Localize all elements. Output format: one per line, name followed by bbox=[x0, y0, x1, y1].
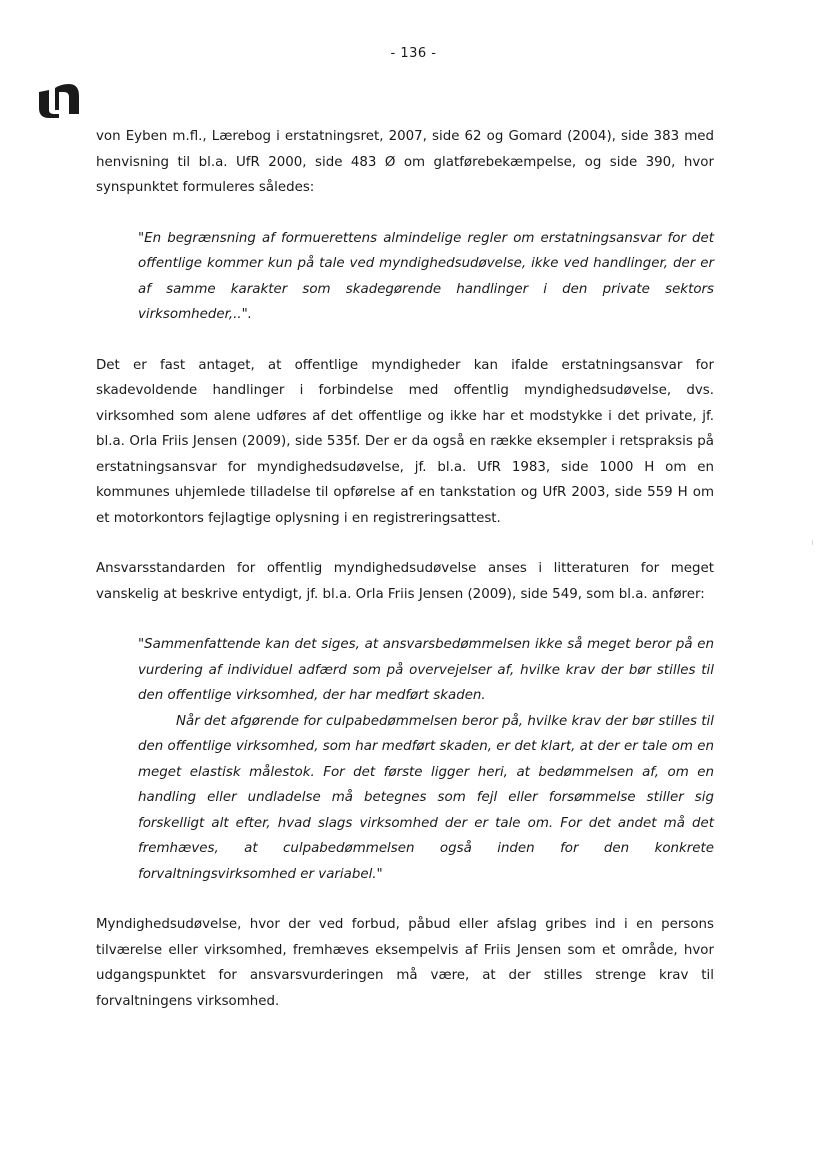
paragraph: Det er fast antaget, at offentlige myndigheder kan ifalde erstatningsansvar for skadevoldende handlinger i forbindelse med offentlig myndighedsudøvelse, dvs. virksomhed som alene udføres af det offentlige og ikke har et modstykke i det private, jf. bl.a. Orla Friis Jensen (2009), side 535f. Der er da også en række eksempler i retspraksis på erstatningsansvar for myndighedsudøvelse, jf. bl.a. UfR 1983, side 1000 H om en kommunes uhjemlede tilladelse til opførelse af en tankstation og UfR 2003, side 559 H om et motorkontors fejlagtige oplysning i en registreringsattest. bbox=[96, 357, 714, 526]
document-body bbox=[96, 124, 714, 1039]
paragraph: Myndighedsudøvelse, hvor der ved forbud, påbud eller afslag gribes ind i en persons tilværelse eller virksomhed, fremhæves eksempelvis af Friis Jensen som et område, hvor udgangspunktet for ansvarsvurderingen må være, at der stilles strenge krav til forvaltningens virksomhed. bbox=[96, 917, 714, 1009]
quote-text: "En begrænsning af formuerettens almindelige regler om erstatningsansvar for det offentlige kommer kun på tale ved myndighedsudøvelse, ikke ved handlinger, der er af samme karakter som skadegørende handlinger i den private sektors virksomheder,..". bbox=[138, 230, 714, 322]
scan-mark bbox=[812, 540, 813, 545]
brand-logo-icon bbox=[37, 84, 79, 118]
paragraph: Ansvarsstandarden for offentlig myndighedsudøvelse anses i litteraturen for meget vanskelig at beskrive entydigt, jf. bl.a. Orla Friis Jensen (2009), side 549, som bl.a. anfører: bbox=[96, 561, 714, 602]
quote-text: Når det afgørende for culpabedømmelsen beror på, hvilke krav der bør stilles til den offentlige virksomhed, som har medført skaden, er det klart, at der er tale om en meget elastisk målestok. For det første ligger heri, at bedømmelsen af, om en handling eller undladelse må betegnes som fejl eller forsømmelse stiller sig forskelligt alt efter, hvad slags virksomhed der er tale om. For det andet må det fremhæves, at culpabedømmelsen også inden for den konkrete forvaltningsvirksomhed er variabel." bbox=[138, 713, 714, 882]
page-number: - 136 - bbox=[390, 46, 437, 61]
block-quote bbox=[138, 632, 714, 887]
block-quote bbox=[138, 226, 714, 328]
paragraph: von Eyben m.fl., Lærebog i erstatningsret, 2007, side 62 og Gomard (2004), side 383 med henvisning til bl.a. UfR 2000, side 483 Ø om glatførebekæmpelse, og side 390, hvor synspunktet formuleres således: bbox=[96, 129, 714, 195]
quote-text: "Sammenfattende kan det siges, at ansvarsbedømmelsen ikke så meget beror på en vurdering af individuel adfærd som på overvejelser af, hvilke krav der bør stilles til den offentlige virksomhed, der har medført skaden. bbox=[138, 637, 714, 703]
